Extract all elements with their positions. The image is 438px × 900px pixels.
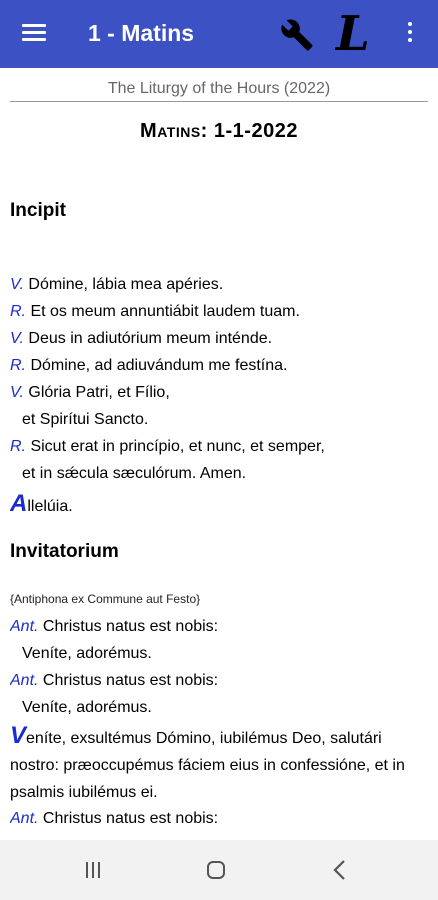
section-heading-incipit: Incipit	[10, 200, 66, 221]
versicle-line: V. Dómine, lábia mea apéries.	[10, 276, 224, 293]
antiphon-mark: Ant.	[10, 810, 39, 827]
versicle-mark: V.	[10, 330, 24, 347]
section-heading-invitatorium: Invitatorium	[10, 541, 119, 562]
versicle-mark: V.	[10, 276, 24, 293]
continuation-line: Veníte, adorémus.	[22, 645, 152, 662]
versicle-line: V. Deus in adiutórium meum inténde.	[10, 330, 273, 347]
office-title	[10, 120, 428, 143]
psalm-paragraph: Veníte, exsultémus Dómino, iubilémus Deo, salutári nostro: præoccupémus fáciem eius in confessióne, et in psalmis iubilémus ei.	[10, 722, 405, 801]
office-name: Matins	[140, 120, 201, 142]
drop-initial: A	[10, 490, 28, 517]
response-line: R. Sicut erat in princípio, et nunc, et semper,	[10, 438, 325, 455]
antiphon-line: Ant. Christus natus est nobis:	[10, 810, 219, 827]
versicle-line: V. Glória Patri, et Fílio,	[10, 384, 170, 401]
alleluia-line: Allelúia.	[10, 490, 73, 517]
home-icon[interactable]	[207, 861, 225, 879]
page-title: 1 - Matins	[88, 20, 195, 46]
app-bar	[0, 0, 438, 68]
rubric-text: {Antiphona ex Commune aut Festo}	[10, 592, 201, 606]
more-vert-icon[interactable]	[404, 22, 416, 48]
language-logo-icon[interactable]: L	[336, 6, 370, 62]
source-title: The Liturgy of the Hours (2022)	[107, 80, 331, 97]
office-content[interactable]	[10, 68, 430, 840]
office-date: : 1-1-2022	[200, 120, 298, 142]
versicle-mark: V.	[10, 384, 24, 401]
antiphon-line: Ant. Christus natus est nobis:	[10, 618, 219, 635]
divider	[10, 101, 428, 102]
antiphon-mark: Ant.	[10, 672, 39, 689]
wrench-icon[interactable]	[280, 18, 314, 52]
drop-initial: V	[10, 722, 27, 749]
response-mark: R.	[10, 357, 26, 374]
antiphon-mark: Ant.	[10, 618, 39, 635]
back-icon[interactable]	[330, 858, 350, 882]
system-nav-bar	[0, 840, 438, 900]
response-line: R. Et os meum annuntiábit laudem tuam.	[10, 303, 300, 320]
antiphon-line: Ant. Christus natus est nobis:	[10, 672, 219, 689]
continuation-line: et in sǽcula sæculórum. Amen.	[22, 465, 247, 482]
continuation-line: Veníte, adorémus.	[22, 699, 152, 716]
recent-apps-icon[interactable]	[86, 862, 106, 880]
continuation-line: et Spirítui Sancto.	[22, 411, 149, 428]
hamburger-menu-icon[interactable]	[16, 20, 56, 50]
response-mark: R.	[10, 438, 26, 455]
response-mark: R.	[10, 303, 26, 320]
response-line: R. Dómine, ad adiuvándum me festína.	[10, 357, 288, 374]
